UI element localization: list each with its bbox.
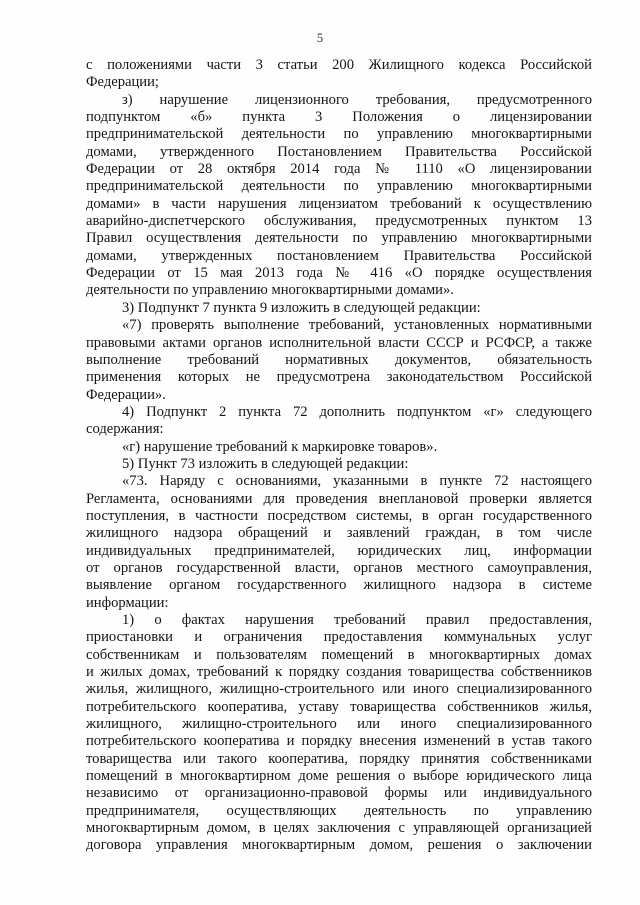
text-line: з) нарушение лицензионного требования, предусмотренного — [122, 91, 592, 108]
text-line: 3) Подпункт 7 пункта 9 изложить в следующей редакции: — [122, 299, 481, 316]
text-line: Федерации; — [86, 74, 159, 91]
text-line: «7) проверять выполнение требований, установленных нормативными — [122, 317, 592, 334]
text-line: потребительского кооператива, уставу товарищества собственников жилья, — [86, 698, 592, 715]
text-line: жилья, жилищного, жилищно-строительного или иного специализированного — [86, 681, 592, 698]
text-line: информации: — [86, 594, 169, 611]
text-line: жилищного надзора обращений и заявлений граждан, в том числе — [86, 525, 592, 542]
text-line: подпунктом «б» пункта 3 Положения о лицензировании — [86, 109, 592, 126]
text-line: приостановки и ограничения предоставления коммунальных услуг — [86, 629, 592, 646]
text-line: «73. Наряду с основаниями, указанными в пункте 72 настоящего — [122, 473, 592, 490]
text-line: индивидуальных предпринимателей, юридических лиц, информации — [86, 542, 592, 559]
text-line: жилищного, жилищно-строительного или иного специализированного — [86, 716, 592, 733]
text-line: Правил осуществления деятельности по управлению многоквартирными — [86, 230, 592, 247]
text-line: поступления, в частности посредством системы, в орган государственного — [86, 507, 592, 524]
text-line: и жилых домах, требований к порядку создания товарищества собственников — [86, 664, 592, 681]
page-number: 5 — [316, 31, 324, 45]
text-line: выполнение требований нормативных документов, обязательность — [86, 351, 592, 368]
document-body — [86, 57, 592, 855]
text-line: Федерации от 28 октября 2014 года № 1110 «О лицензировании — [86, 161, 592, 178]
text-line: «г) нарушение требований к маркировке товаров». — [122, 438, 438, 455]
text-line: товарищества или такого кооператива, порядку принятия собственниками — [86, 750, 592, 767]
text-line: применения которых не предусмотрена законодательством Российской — [86, 369, 592, 386]
text-line: Федерации от 15 мая 2013 года № 416 «О порядке осуществления — [86, 265, 592, 282]
text-line: предпринимательской деятельности по управлению многоквартирными — [86, 126, 592, 143]
text-line: 1) о фактах нарушения требований правил предоставления, — [122, 612, 592, 628]
text-line: домами» в части нарушения лицензиатом требований к осуществлению — [86, 195, 592, 212]
text-line: потребительского кооператива и порядку внесения изменений в устав такого — [86, 733, 592, 750]
text-line: предпринимательской деятельности по управлению многоквартирными — [86, 178, 592, 195]
text-line: с положениями части 3 статьи 200 Жилищного кодекса Российской — [86, 57, 592, 73]
text-line: предпринимателя, осуществляющих деятельность по управлению — [86, 802, 592, 819]
text-line: многоквартирным домом, в целях заключения с управляющей организацией — [86, 820, 592, 837]
text-line: домами, утвержденных постановлением Правительства Российской — [86, 247, 592, 264]
text-line: договора управления многоквартирным домом, решения о заключении — [86, 837, 592, 854]
text-line: 5) Пункт 73 изложить в следующей редакции: — [122, 455, 409, 472]
text-line: Федерации». — [86, 386, 166, 403]
text-line: собственникам и пользователям помещений в многоквартирных домах — [86, 646, 592, 663]
text-line: домами, утвержденного Постановлением Правительства Российской — [86, 143, 592, 160]
text-line: деятельности по управлению многоквартирными домами». — [86, 282, 454, 299]
text-line: помещений в многоквартирном доме решения о выборе юридического лица — [86, 768, 592, 785]
text-line: Регламента, основаниями для проведения внеплановой проверки является — [86, 490, 592, 507]
text-line: независимо от организационно-правовой формы или индивидуального — [86, 785, 592, 802]
text-line: выявление органом государственного жилищного надзора в системе — [86, 577, 592, 594]
text-line: содержания: — [86, 421, 164, 438]
text-line: 4) Подпункт 2 пункта 72 дополнить подпунктом «г» следующего — [122, 403, 592, 420]
text-line: правовыми актами органов исполнительной власти СССР и РСФСР, а также — [86, 334, 592, 351]
text-line: от органов государственной власти, органов местного самоуправления, — [86, 559, 592, 576]
text-line: аварийно-диспетчерского обслуживания, предусмотренных пунктом 13 — [86, 213, 592, 230]
